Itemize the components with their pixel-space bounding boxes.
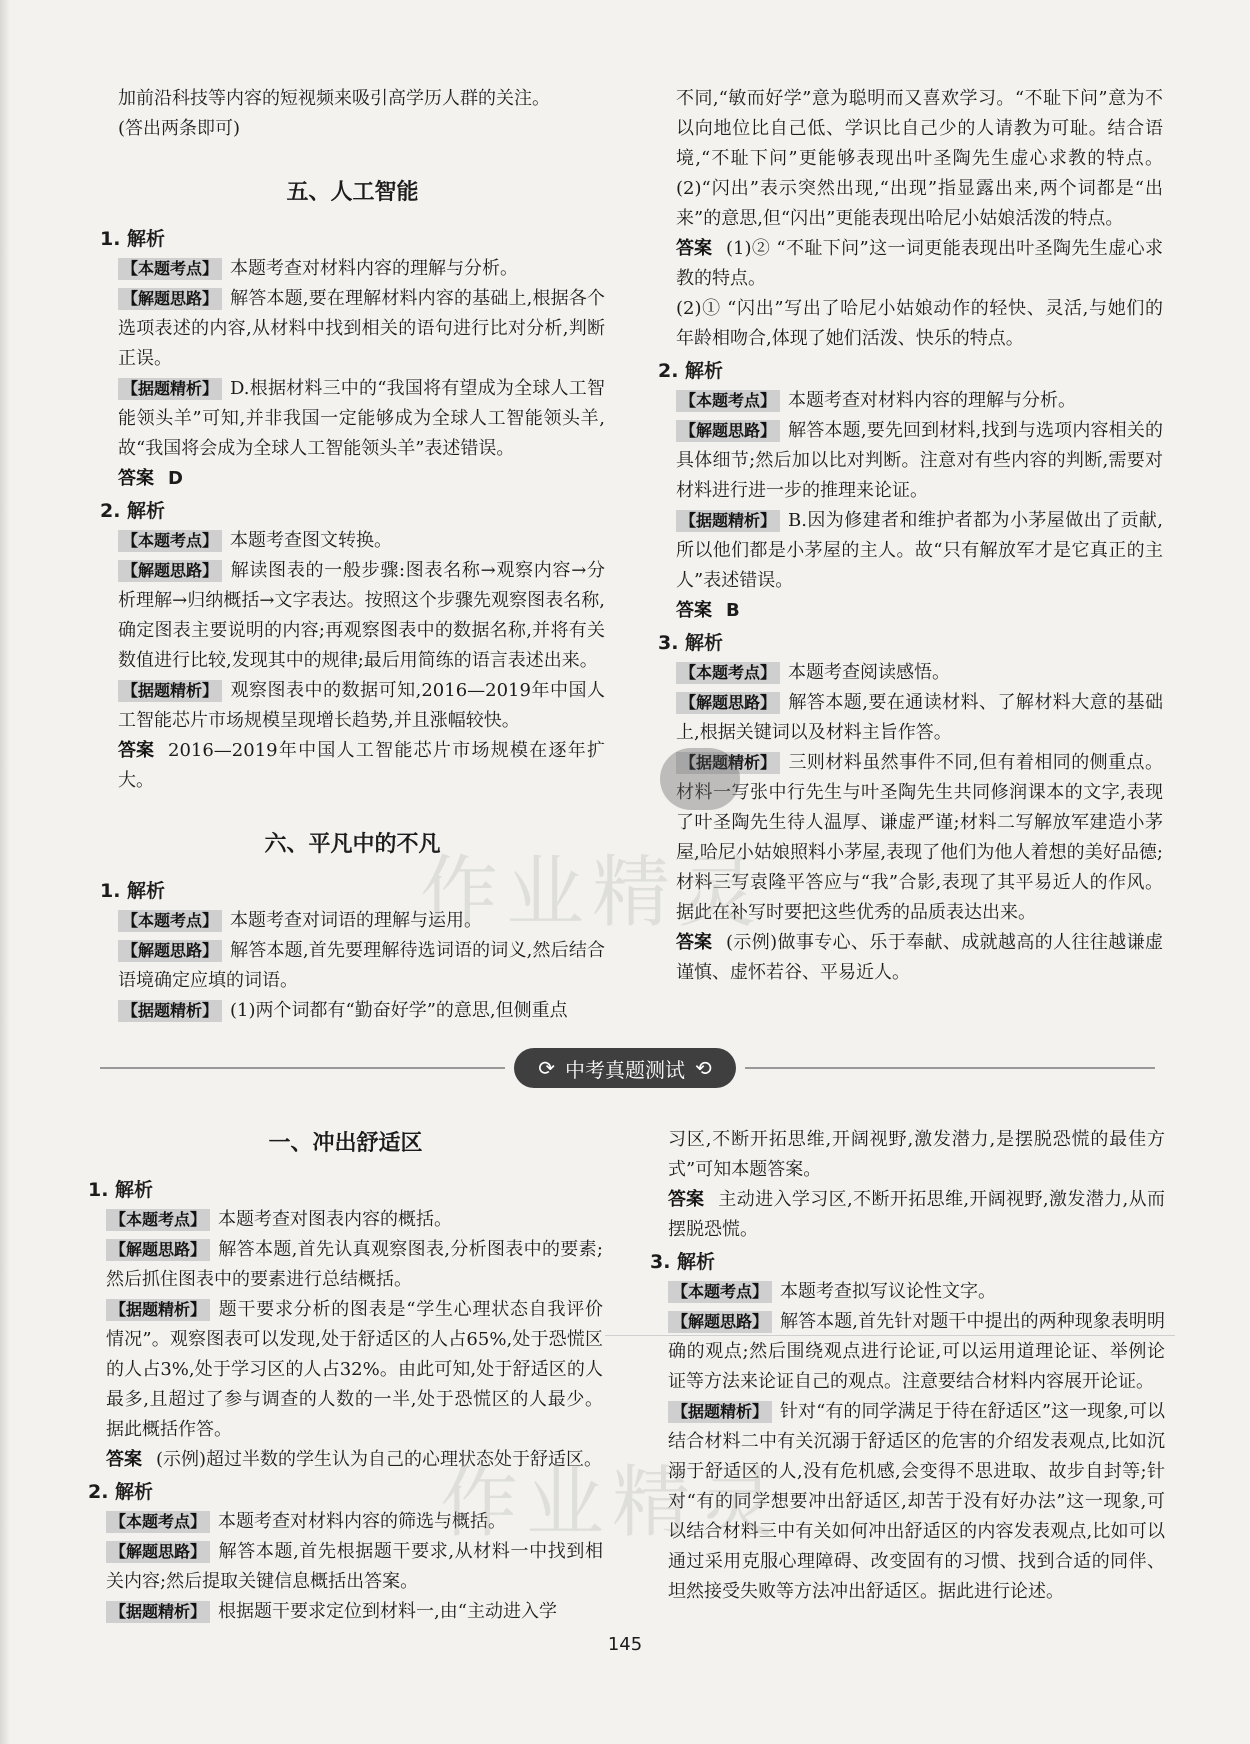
- answer-paragraph: [658, 234, 1163, 294]
- page-binding-shadow: [0, 0, 10, 1744]
- kaodian-paragraph: [658, 658, 1163, 688]
- answer-label: 答案: [106, 1449, 142, 1470]
- jingxi-paragraph: [650, 1397, 1165, 1607]
- banner-label: 中考真题测试: [565, 1057, 685, 1082]
- question-number: 2. 解析: [88, 1481, 154, 1503]
- jingxi-paragraph: [100, 374, 605, 464]
- answer-label: 答案: [676, 238, 712, 259]
- kaodian-text: 本题考查对词语的理解与运用。: [230, 910, 483, 931]
- jingxi-tag: 【据题精析】: [118, 1000, 222, 1022]
- answer-label: 答案: [118, 468, 154, 489]
- jingxi-text: 观察图表中的数据可知,2016—2019年中国人工智能芯片市场规模呈现增长趋势,并且涨幅较快。: [118, 680, 605, 731]
- watermark-text: 作业精灵: [440, 1458, 785, 1548]
- right-column-bottom: [650, 1125, 1165, 1607]
- silu-tag: 【解题思路】: [676, 692, 780, 714]
- question-number: 2. 解析: [658, 360, 724, 382]
- answer-paragraph: [650, 1185, 1165, 1245]
- refresh-arrows-icon: ⟳: [538, 1056, 555, 1080]
- question-number: 1. 解析: [100, 228, 166, 250]
- kaodian-text: 本题考查对材料内容的筛选与概括。: [218, 1511, 507, 1532]
- kaodian-paragraph: [650, 1277, 1165, 1307]
- silu-tag: 【解题思路】: [106, 1239, 210, 1261]
- answer-paragraph: [88, 1445, 603, 1475]
- jingxi-tag: 【据题精析】: [118, 378, 222, 400]
- kaodian-tag: 【本题考点】: [676, 662, 780, 684]
- jingxi-tag: 【据题精析】: [676, 510, 780, 532]
- answer-label: 答案: [118, 740, 154, 761]
- section-title: 一、冲出舒适区: [268, 1130, 423, 1156]
- jingxi-tag: 【据题精析】: [668, 1401, 772, 1423]
- kaodian-text: 本题考查阅读感悟。: [788, 662, 951, 683]
- silu-paragraph: [658, 416, 1163, 506]
- answer-label: 答案: [668, 1189, 704, 1210]
- banner-rule-left: [100, 1067, 505, 1069]
- answer-text: (1)② “不耻下问”这一词更能表现出叶圣陶先生虚心求教的特点。: [676, 238, 1163, 289]
- kaodian-paragraph: [88, 1205, 603, 1235]
- answer-label: 答案: [676, 932, 712, 953]
- kaodian-text: 本题考查对图表内容的概括。: [218, 1209, 453, 1230]
- silu-tag: 【解题思路】: [118, 560, 222, 582]
- silu-paragraph: [100, 936, 605, 996]
- jingxi-text: 题干要求分析的图表是“学生心理状态自我评价情况”。观察图表可以发现,处于舒适区的人占65%,处于恐慌区的人占3%,处于学习区的人占32%。由此可知,处于舒适区的人最多,且超过了参与调查的人数的一半,处于恐慌区的人最少。据此概括作答。: [106, 1299, 603, 1440]
- silu-paragraph: [100, 556, 605, 676]
- jingxi-tag: 【据题精析】: [106, 1299, 210, 1321]
- answer-paragraph: [100, 736, 605, 796]
- section-title: 五、人工智能: [286, 179, 419, 205]
- kaodian-tag: 【本题考点】: [106, 1511, 210, 1533]
- left-column-bottom: [88, 1125, 603, 1627]
- answer-text: 2016—2019年中国人工智能芯片市场规模在逐年扩大。: [118, 740, 605, 791]
- silu-paragraph: [88, 1235, 603, 1295]
- jingxi-tag: 【据题精析】: [106, 1601, 210, 1623]
- answer-text: D: [168, 468, 183, 489]
- answer-text: (示例)超过半数的学生认为自己的心理状态处于舒适区。: [156, 1449, 603, 1470]
- silu-text: 解答本题,要在理解材料内容的基础上,根据各个选项表述的内容,从材料中找到相关的语句进行比对分析,判断正误。: [118, 288, 605, 369]
- kaodian-paragraph: [658, 386, 1163, 416]
- silu-text: 解答本题,要在通读材料、了解材料大意的基础上,根据关键词以及材料主旨作答。: [676, 692, 1163, 743]
- kaodian-text: 本题考查对材料内容的理解与分析。: [230, 258, 519, 279]
- silu-tag: 【解题思路】: [668, 1311, 772, 1333]
- jingxi-tag: 【据题精析】: [118, 680, 222, 702]
- question-number: 1. 解析: [88, 1179, 154, 1201]
- silu-text: 解读图表的一般步骤:图表名称→观察内容→分析理解→归纳概括→文字表达。按照这个步骤先观察图表名称,确定图表主要说明的内容;再观察图表中的数据名称,并将有关数值进行比较,发现其中的规律;最后用简练的语言表述出来。: [118, 560, 605, 671]
- section-banner: [514, 1048, 736, 1088]
- kaodian-paragraph: [88, 1507, 603, 1537]
- continued-text: 不同,“敏而好学”意为聪明而又喜欢学习。“不耻下问”意为不以向地位比自己低、学识比自己少的人请教为可耻。结合语境,“不耻下问”更能够表现出叶圣陶先生虚心求教的特点。(2)“闪出”表示突然出现,“出现”指显露出来,两个词都是“出来”的意思,但“闪出”更能表现出哈尼小姑娘活泼的特点。: [676, 88, 1163, 229]
- answer-paragraph: (2)① “闪出”写出了哈尼小姑娘动作的轻快、灵活,与她们的年龄相吻合,体现了她们活泼、快乐的特点。: [676, 298, 1163, 349]
- jingxi-text: 针对“有的同学满足于待在舒适区”这一现象,可以结合材料二中有关沉溺于舒适区的危害的介绍发表观点,比如沉溺于舒适区的人,没有危机感,会变得不思进取、故步自封等;针对“有的同学想要冲出舒适区,却苦于没有好办法”这一现象,可以结合材料三中有关如何冲出舒适区的内容发表观点,比如可以通过采用克服心理障碍、改变固有的习惯、找到合适的同伴、坦然接受失败等方法冲出舒适区。据此进行论述。: [668, 1401, 1165, 1602]
- kaodian-tag: 【本题考点】: [118, 258, 222, 280]
- jingxi-text: 三则材料虽然事件不同,但有着相同的侧重点。材料一写张中行先生与叶圣陶先生共同修润课本的文字,表现了叶圣陶先生待人温厚、谦虚严谨;材料二写解放军建造小茅屋,哈尼小姑娘照料小茅屋,表现了他们为他人着想的美好品德;材料三写袁隆平答应与“我”合影,表现了其平易近人的作风。据此在补写时要把这些优秀的品质表达出来。: [676, 752, 1163, 923]
- kaodian-tag: 【本题考点】: [668, 1281, 772, 1303]
- banner-rule-right: [745, 1067, 1155, 1069]
- kaodian-tag: 【本题考点】: [106, 1209, 210, 1231]
- answer-text: B: [726, 600, 740, 621]
- silu-text: 解答本题,首先根据题干要求,从材料一中找到相关内容;然后提取关键信息概括出答案。: [106, 1541, 603, 1592]
- silu-tag: 【解题思路】: [106, 1541, 210, 1563]
- question-number: 3. 解析: [650, 1251, 716, 1273]
- silu-paragraph: [658, 688, 1163, 748]
- answer-paragraph: [658, 928, 1163, 988]
- right-column-top: [658, 84, 1163, 988]
- kaodian-text: 本题考查拟写议论性文字。: [780, 1281, 997, 1302]
- intro-line: 加前沿科技等内容的短视频来吸引高学历人群的关注。: [118, 88, 550, 109]
- answer-text: 主动进入学习区,不断开拓思维,开阔视野,激发潜力,从而摆脱恐慌。: [668, 1189, 1165, 1240]
- intro-line: (答出两条即可): [118, 118, 241, 139]
- silu-tag: 【解题思路】: [676, 420, 780, 442]
- jingxi-paragraph: [88, 1295, 603, 1445]
- silu-text: 解答本题,首先针对题干中提出的两种现象表明明确的观点;然后围绕观点进行论证,可以运用道理论证、举例论证等方法来论证自己的观点。注意要结合材料内容展开论证。: [668, 1311, 1165, 1392]
- question-number: 3. 解析: [658, 632, 724, 654]
- jingxi-tag: 【据题精析】: [676, 752, 780, 774]
- watermark-badge: [660, 748, 740, 810]
- silu-text: 解答本题,首先要理解待选词语的词义,然后结合语境确定应填的词语。: [118, 940, 605, 991]
- silu-paragraph: [100, 284, 605, 374]
- silu-paragraph: [650, 1307, 1165, 1397]
- kaodian-tag: 【本题考点】: [118, 530, 222, 552]
- jingxi-text: B.因为修建者和维护者都为小茅屋做出了贡献,所以他们都是小茅屋的主人。故“只有解放军才是它真正的主人”表述错误。: [676, 510, 1163, 591]
- answer-paragraph: [100, 464, 605, 494]
- section-title: 六、平凡中的不凡: [264, 831, 441, 857]
- silu-text: 解答本题,要先回到材料,找到与选项内容相关的具体细节;然后加以比对判断。注意对有些内容的判断,需要对材料进行进一步的推理来论证。: [676, 420, 1163, 501]
- silu-paragraph: [88, 1537, 603, 1597]
- silu-tag: 【解题思路】: [118, 940, 222, 962]
- jingxi-paragraph: [100, 676, 605, 736]
- jingxi-text: 根据题干要求定位到材料一,由“主动进入学: [218, 1601, 557, 1622]
- continued-text: 习区,不断开拓思维,开阔视野,激发潜力,是摆脱恐慌的最佳方式”可知本题答案。: [668, 1129, 1165, 1180]
- kaodian-text: 本题考查对材料内容的理解与分析。: [788, 390, 1077, 411]
- answer-text: (示例)做事专心、乐于奉献、成就越高的人往往越谦虚谨慎、虚怀若谷、平易近人。: [676, 932, 1163, 983]
- jingxi-text: (1)两个词都有“勤奋好学”的意思,但侧重点: [230, 1000, 568, 1021]
- watermark-text: 作业精灵: [420, 848, 765, 938]
- kaodian-paragraph: [100, 254, 605, 284]
- kaodian-paragraph: [100, 526, 605, 556]
- jingxi-text: D.根据材料三中的“我国将有望成为全球人工智能领头羊”可知,并非我国一定能够成为全球人工智能领头羊,故“我国将会成为全球人工智能领头羊”表述错误。: [118, 378, 605, 459]
- answer-label: 答案: [676, 600, 712, 621]
- jingxi-paragraph: [658, 506, 1163, 596]
- question-number: 2. 解析: [100, 500, 166, 522]
- question-number: 1. 解析: [100, 880, 166, 902]
- kaodian-tag: 【本题考点】: [118, 910, 222, 932]
- jingxi-paragraph: [88, 1597, 603, 1627]
- kaodian-text: 本题考查图文转换。: [230, 530, 393, 551]
- silu-text: 解答本题,首先认真观察图表,分析图表中的要素;然后抓住图表中的要素进行总结概括。: [106, 1239, 603, 1290]
- kaodian-paragraph: [100, 906, 605, 936]
- jingxi-paragraph: [100, 996, 605, 1026]
- answer-paragraph: [658, 596, 1163, 626]
- refresh-arrows-icon: ⟲: [695, 1056, 712, 1080]
- kaodian-tag: 【本题考点】: [676, 390, 780, 412]
- silu-tag: 【解题思路】: [118, 288, 222, 310]
- scan-artifact-line: [605, 1335, 1175, 1336]
- left-column-top: [100, 84, 605, 1026]
- page-number: 145: [607, 1634, 643, 1655]
